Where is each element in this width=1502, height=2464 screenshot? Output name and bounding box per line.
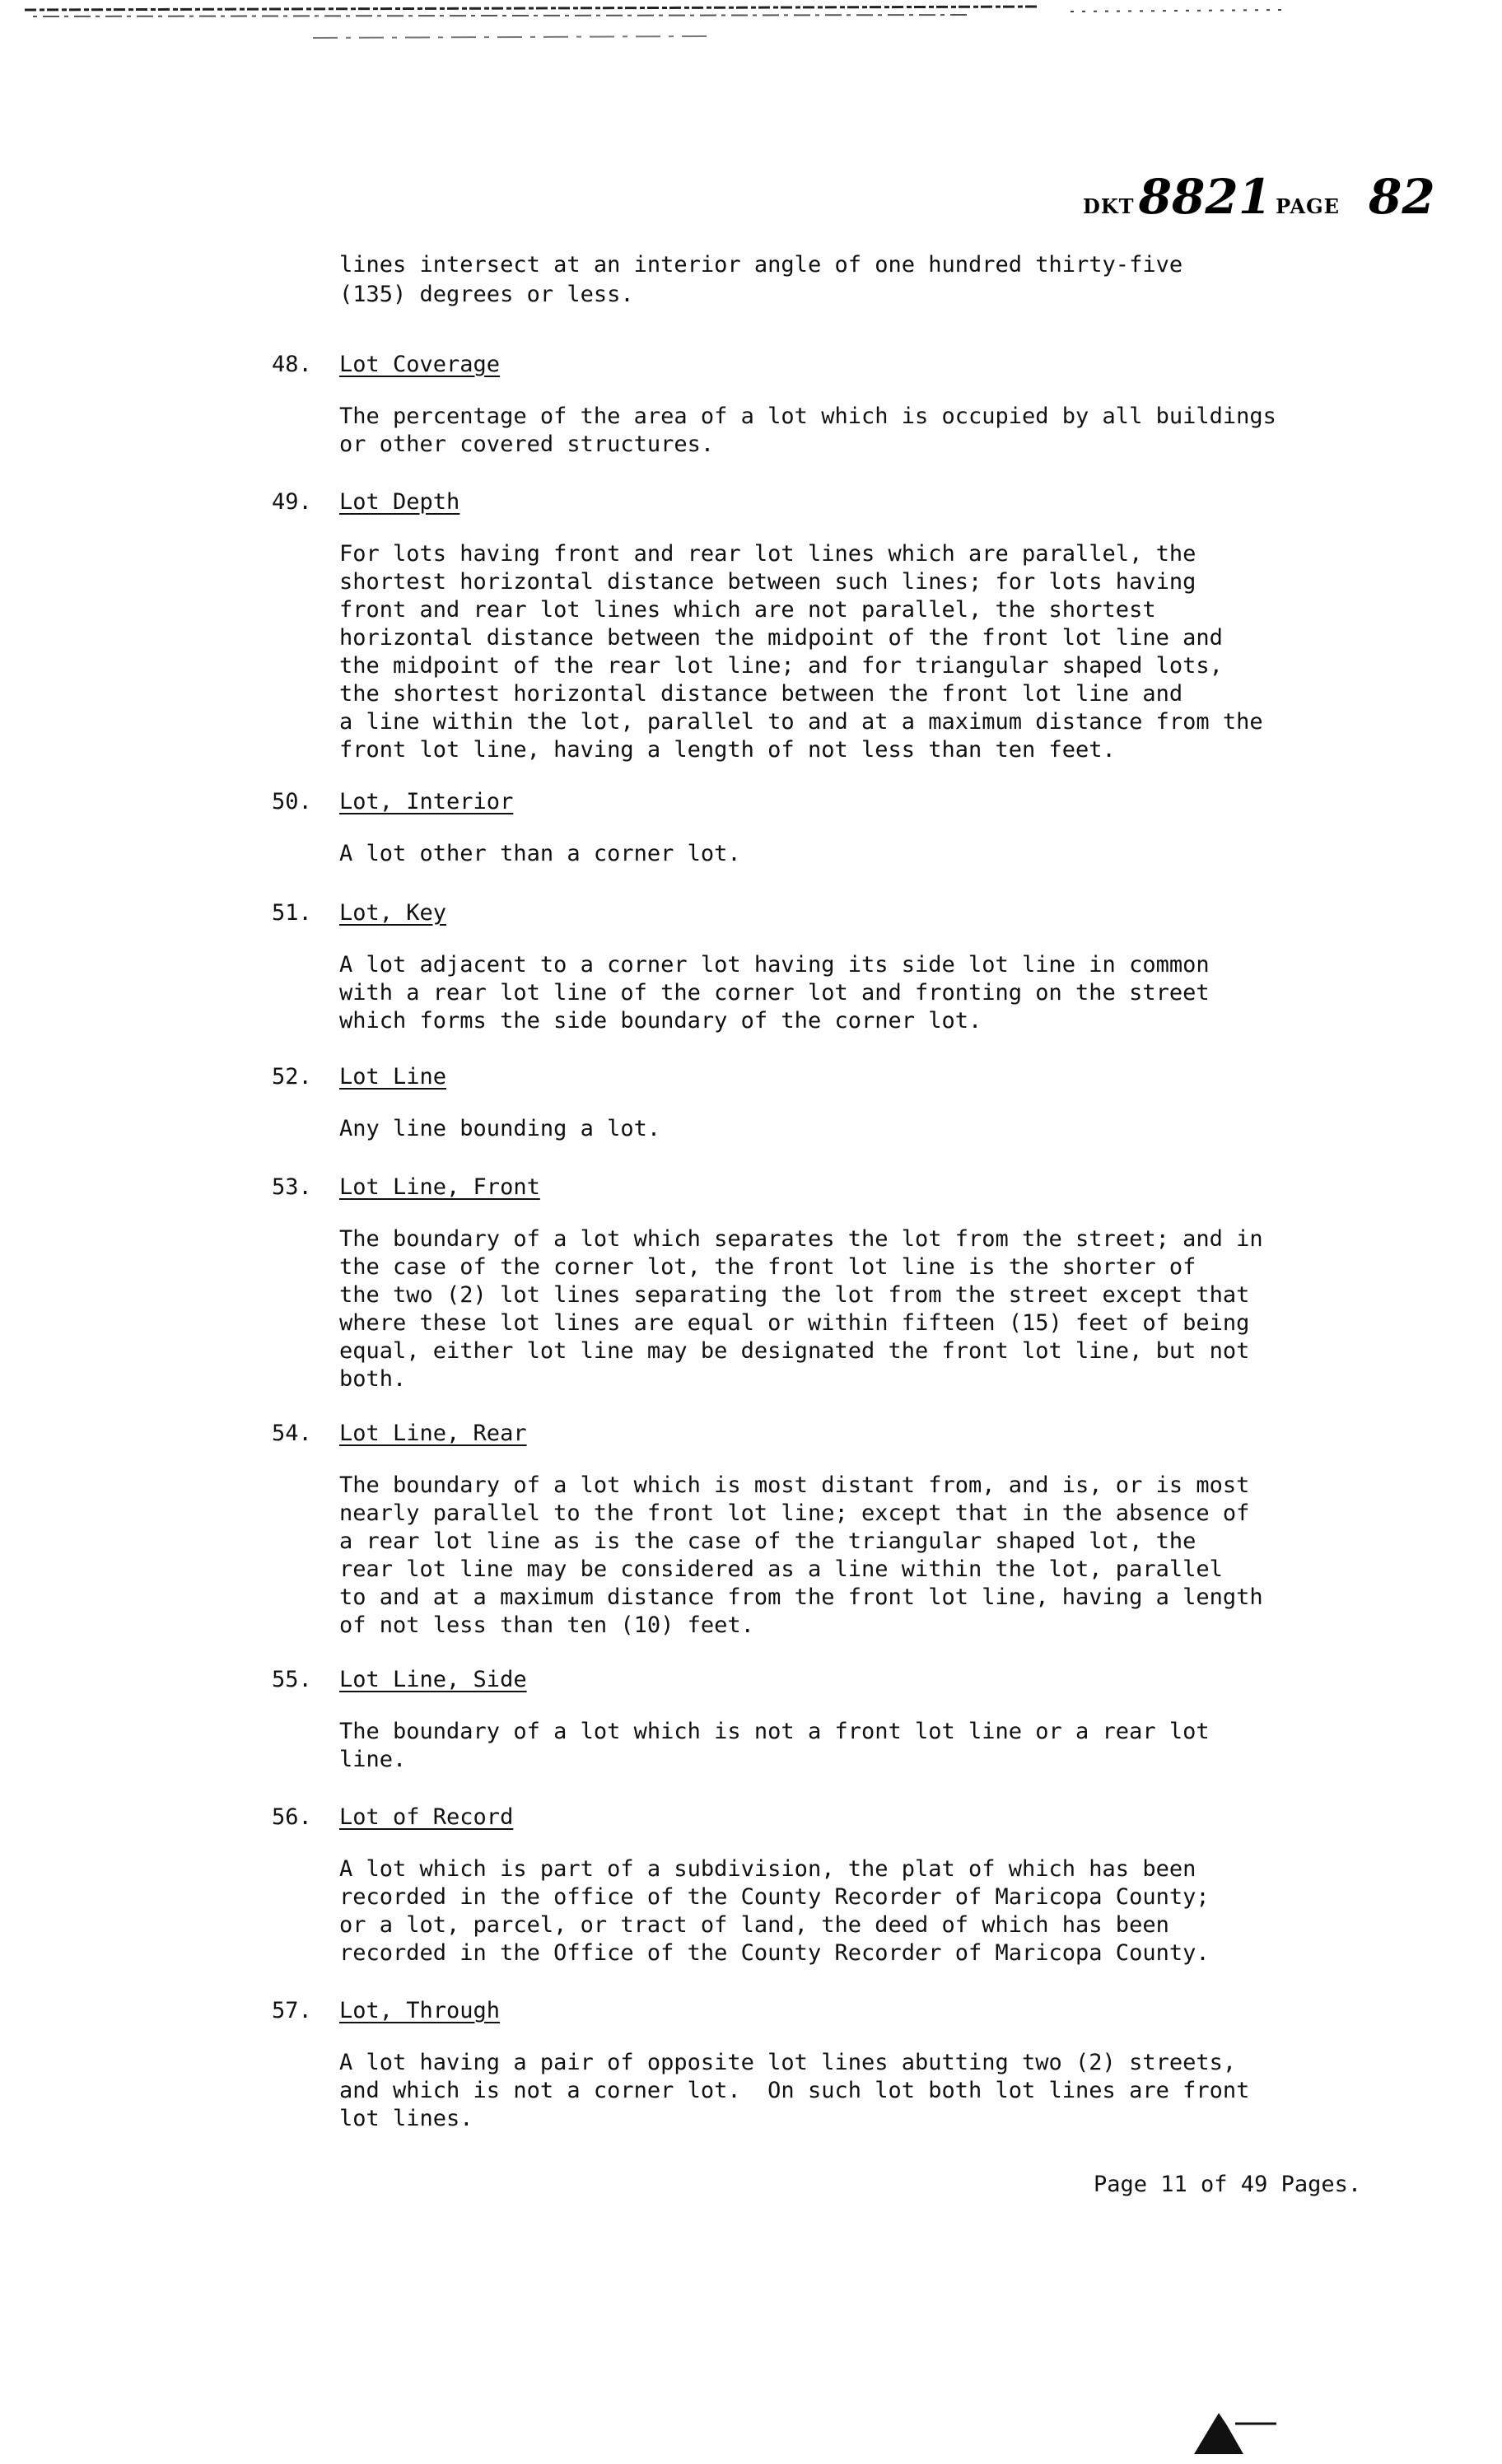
entry-number: 53.	[272, 1174, 312, 1200]
entry-number: 54.	[272, 1421, 312, 1446]
docket-number: 8821	[1138, 169, 1272, 225]
entry-definition: The boundary of a lot which is not a front lot line or a rear lot line.	[339, 1719, 1210, 1772]
entry-term: Lot of Record	[339, 1804, 514, 1830]
entry-number: 57.	[272, 1998, 312, 2023]
page-footer: Page 11 of 49 Pages.	[1094, 2172, 1362, 2197]
entry-definition: A lot having a pair of opposite lot lines abutting two (2) streets, and which is not a corner lot. On such lot both lot lines are front lot lines.	[339, 2050, 1250, 2131]
continuation-text: lines intersect at an interior angle of one hundred thirty-five (135) degrees or less.	[339, 252, 1183, 307]
entry-term: Lot Depth	[339, 489, 460, 515]
scan-artifact-top	[0, 0, 1502, 49]
entry-definition: Any line bounding a lot.	[339, 1116, 661, 1141]
scan-artifact-bottom	[1186, 2392, 1285, 2458]
entry-term: Lot Line	[339, 1064, 447, 1090]
entry-term: Lot Line, Front	[339, 1174, 540, 1200]
entry-number: 49.	[272, 489, 312, 515]
entry-definition: A lot other than a corner lot.	[339, 841, 741, 866]
entry-number: 48.	[272, 352, 312, 377]
entry-number: 51.	[272, 900, 312, 926]
entry-definition: A lot which is part of a subdivision, the plat of which has been recorded in the office of the County Recorder of Maricopa County; or a lot, parcel, or tract of land, the deed of which has been recorded in the Office of the County Recorder of Maricopa County.	[339, 1856, 1210, 1966]
entry-term: Lot, Key	[339, 900, 447, 926]
entry-definition: The percentage of the area of a lot which is occupied by all buildings or other covered structures.	[339, 404, 1276, 457]
entry-term: Lot Line, Side	[339, 1667, 527, 1692]
entry-term: Lot, Interior	[339, 789, 514, 814]
entry-definition: The boundary of a lot which is most distant from, and is, or is most nearly parallel to the front lot line; except that in the absence of a rear lot line as is the case of the triangular shaped lot, the rear lot line may be considered as a line within the lot, parallel to and at a maximum distance from the front lot line, having a length of not less than ten (10) feet.	[339, 1472, 1263, 1638]
page-number: 82	[1368, 169, 1435, 225]
docket-stamp	[1083, 169, 1435, 225]
entry-term: Lot Coverage	[339, 352, 501, 377]
entry-number: 55.	[272, 1667, 312, 1692]
entry-definition: The boundary of a lot which separates the lot from the street; and in the case of the corner lot, the front lot line is the shorter of the two (2) lot lines separating the lot from the street except that where these lot lines are equal or within fifteen (15) feet of being equal, either lot line may be designated the front lot line, but not both.	[339, 1226, 1263, 1392]
entry-definition: A lot adjacent to a corner lot having its side lot line in common with a rear lot line of the corner lot and fronting on the street which forms the side boundary of the corner lot.	[339, 952, 1210, 1034]
entry-definition: For lots having front and rear lot lines which are parallel, the shortest horizontal distance between such lines; for lots having front and rear lot lines which are not parallel, the shortest horizontal distance between the midpoint of the front lot line and the midpoint of the rear lot line; and for triangular shaped lots, the shortest horizontal distance between the front lot line and a line within the lot, parallel to and at a maximum distance from the front lot line, having a length of not less than ten feet.	[339, 541, 1263, 763]
entry-number: 52.	[272, 1064, 312, 1090]
entry-number: 56.	[272, 1804, 312, 1830]
entry-term: Lot, Through	[339, 1998, 501, 2023]
entry-number: 50.	[272, 789, 312, 814]
page-prefix: PAGE	[1276, 194, 1340, 218]
entry-term: Lot Line, Rear	[339, 1421, 527, 1446]
docket-prefix: DKT	[1083, 194, 1135, 218]
